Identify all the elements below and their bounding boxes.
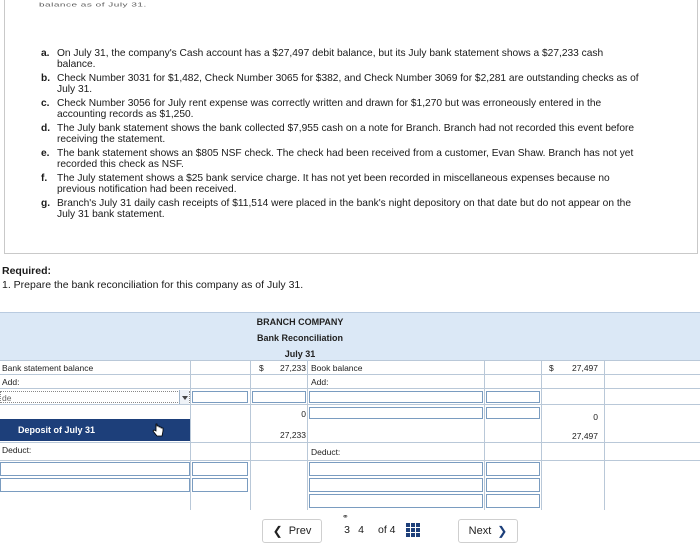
grid-icon[interactable] — [406, 523, 420, 537]
bank-reconciliation-form — [0, 312, 700, 512]
statement-title: Bank Reconciliation — [256, 333, 344, 343]
next-button[interactable] — [458, 519, 518, 543]
item-letter: a. — [41, 48, 50, 59]
list-item — [41, 48, 641, 70]
bank-add-label: Add: — [2, 377, 20, 387]
prev-button[interactable] — [262, 519, 322, 543]
item-text: The July bank statement shows the bank collected $7,955 cash on a note for Branch. Branch had not recorded this event before receiving the statement. — [57, 123, 635, 145]
row-divider — [0, 460, 700, 461]
book-deduction-amount-input[interactable] — [486, 494, 540, 508]
page-number: 3 — [344, 524, 350, 536]
book-deduction-description-input[interactable] — [309, 478, 483, 492]
book-addition-description-input[interactable] — [309, 407, 483, 419]
bank-statement-balance-amount: 27,233 — [280, 363, 306, 373]
problem-panel — [4, 0, 698, 254]
reconciliation-header — [0, 312, 700, 360]
book-balance-amount: 27,497 — [572, 363, 598, 373]
deposit-option-selected[interactable] — [0, 419, 190, 441]
item-letter: f. — [41, 173, 48, 184]
column-divider — [307, 360, 308, 510]
item-text: Check Number 3031 for $1,482, Check Number 3065 for $382, and Check Number 3069 for $2,281 are outstanding checks as of July 31. — [57, 73, 639, 95]
item-letter: b. — [41, 73, 51, 84]
required-heading: Required: — [2, 265, 52, 277]
chevron-right-icon: ❯ — [497, 524, 508, 538]
book-deduction-description-input[interactable] — [309, 494, 483, 508]
item-letter: e. — [41, 148, 50, 159]
list-item — [41, 198, 641, 220]
bank-deduction-amount-input[interactable] — [192, 478, 248, 492]
bank-deduction-amount-input[interactable] — [192, 462, 248, 476]
deposit-option-label: Deposit of July 31 — [18, 425, 96, 435]
chevron-left-icon: ❮ — [272, 524, 283, 538]
item-letter: g. — [41, 198, 51, 209]
book-deduction-amount-input[interactable] — [486, 462, 540, 476]
hand-cursor-icon — [152, 423, 164, 437]
page-navigator — [340, 512, 448, 543]
bank-addition-description-input[interactable] — [0, 391, 190, 403]
page-number: 4 — [358, 524, 364, 536]
bank-deduction-description-input[interactable] — [0, 478, 190, 492]
list-item — [41, 123, 641, 145]
required-instruction: 1. Prepare the bank reconciliation for this company as of July 31. — [2, 279, 304, 291]
cut-off-header: balance as of July 31. — [39, 2, 147, 9]
currency-sign: $ — [549, 363, 554, 373]
row-divider — [0, 442, 700, 443]
book-addition-description-input[interactable] — [309, 391, 483, 403]
statement-date: July 31 — [284, 349, 316, 359]
column-divider — [484, 360, 485, 510]
currency-sign: $ — [259, 363, 264, 373]
row-divider — [0, 404, 700, 405]
page-count: of 4 — [378, 524, 396, 536]
page-4-button[interactable] — [354, 524, 368, 536]
bank-adjusted-subtotal: 27,233 — [280, 430, 306, 440]
book-addition-amount-input[interactable] — [486, 407, 540, 419]
book-addition-amount-input[interactable] — [486, 391, 540, 403]
row-divider — [0, 374, 700, 375]
bank-addition-extra-input[interactable] — [192, 391, 248, 403]
list-item — [41, 148, 641, 170]
book-add-label: Add: — [311, 377, 329, 387]
column-divider — [190, 360, 191, 510]
list-item — [41, 98, 641, 120]
row-divider — [0, 360, 700, 361]
book-addition-total: 0 — [593, 412, 598, 422]
item-letter: c. — [41, 98, 50, 109]
book-balance-label: Book balance — [311, 363, 363, 373]
bank-addition-total: 0 — [301, 409, 306, 419]
list-item — [41, 173, 641, 195]
bank-addition-amount-input[interactable] — [252, 391, 306, 403]
transaction-list — [41, 48, 641, 223]
bank-deduction-description-input[interactable] — [0, 462, 190, 476]
list-item — [41, 73, 641, 95]
item-text: Branch's July 31 daily cash receipts of $11,514 were placed in the bank's night depository on that date but do not appear on the July 31 bank statement. — [57, 198, 632, 220]
item-text: On July 31, the company's Cash account has a $27,497 debit balance, but its July bank statement shows a $27,233 cash balance. — [57, 48, 604, 70]
prev-label: Prev — [288, 525, 312, 537]
column-divider — [250, 360, 251, 510]
company-name: BRANCH COMPANY — [256, 317, 344, 327]
next-label: Next — [468, 525, 492, 537]
column-divider — [541, 360, 542, 510]
bank-statement-balance-label: Bank statement balance — [2, 363, 94, 373]
page-3-button[interactable] — [340, 512, 354, 536]
book-adjusted-subtotal: 27,497 — [572, 431, 598, 441]
item-text: Check Number 3056 for July rent expense was correctly written and drawn for $1,270 but was erroneously entered in the accounting records as $1,250. — [57, 98, 602, 120]
column-divider — [604, 360, 605, 510]
input-value: de — [2, 393, 12, 403]
item-text: The bank statement shows an $805 NSF check. The check had been received from a customer, Evan Shaw. Branch has not yet recorded this check as NSF. — [57, 148, 634, 170]
book-deduction-amount-input[interactable] — [486, 478, 540, 492]
book-deduct-label: Deduct: — [311, 447, 341, 457]
link-icon: ⚭ — [342, 512, 349, 521]
row-divider — [0, 388, 700, 389]
item-letter: d. — [41, 123, 51, 134]
chevron-down-icon[interactable] — [179, 390, 189, 404]
book-deduction-description-input[interactable] — [309, 462, 483, 476]
item-text: The July statement shows a $25 bank service charge. It has not yet been recorded in miscellaneous expenses because no previous notification had been received. — [57, 173, 610, 195]
bank-deduct-label: Deduct: — [2, 445, 32, 455]
